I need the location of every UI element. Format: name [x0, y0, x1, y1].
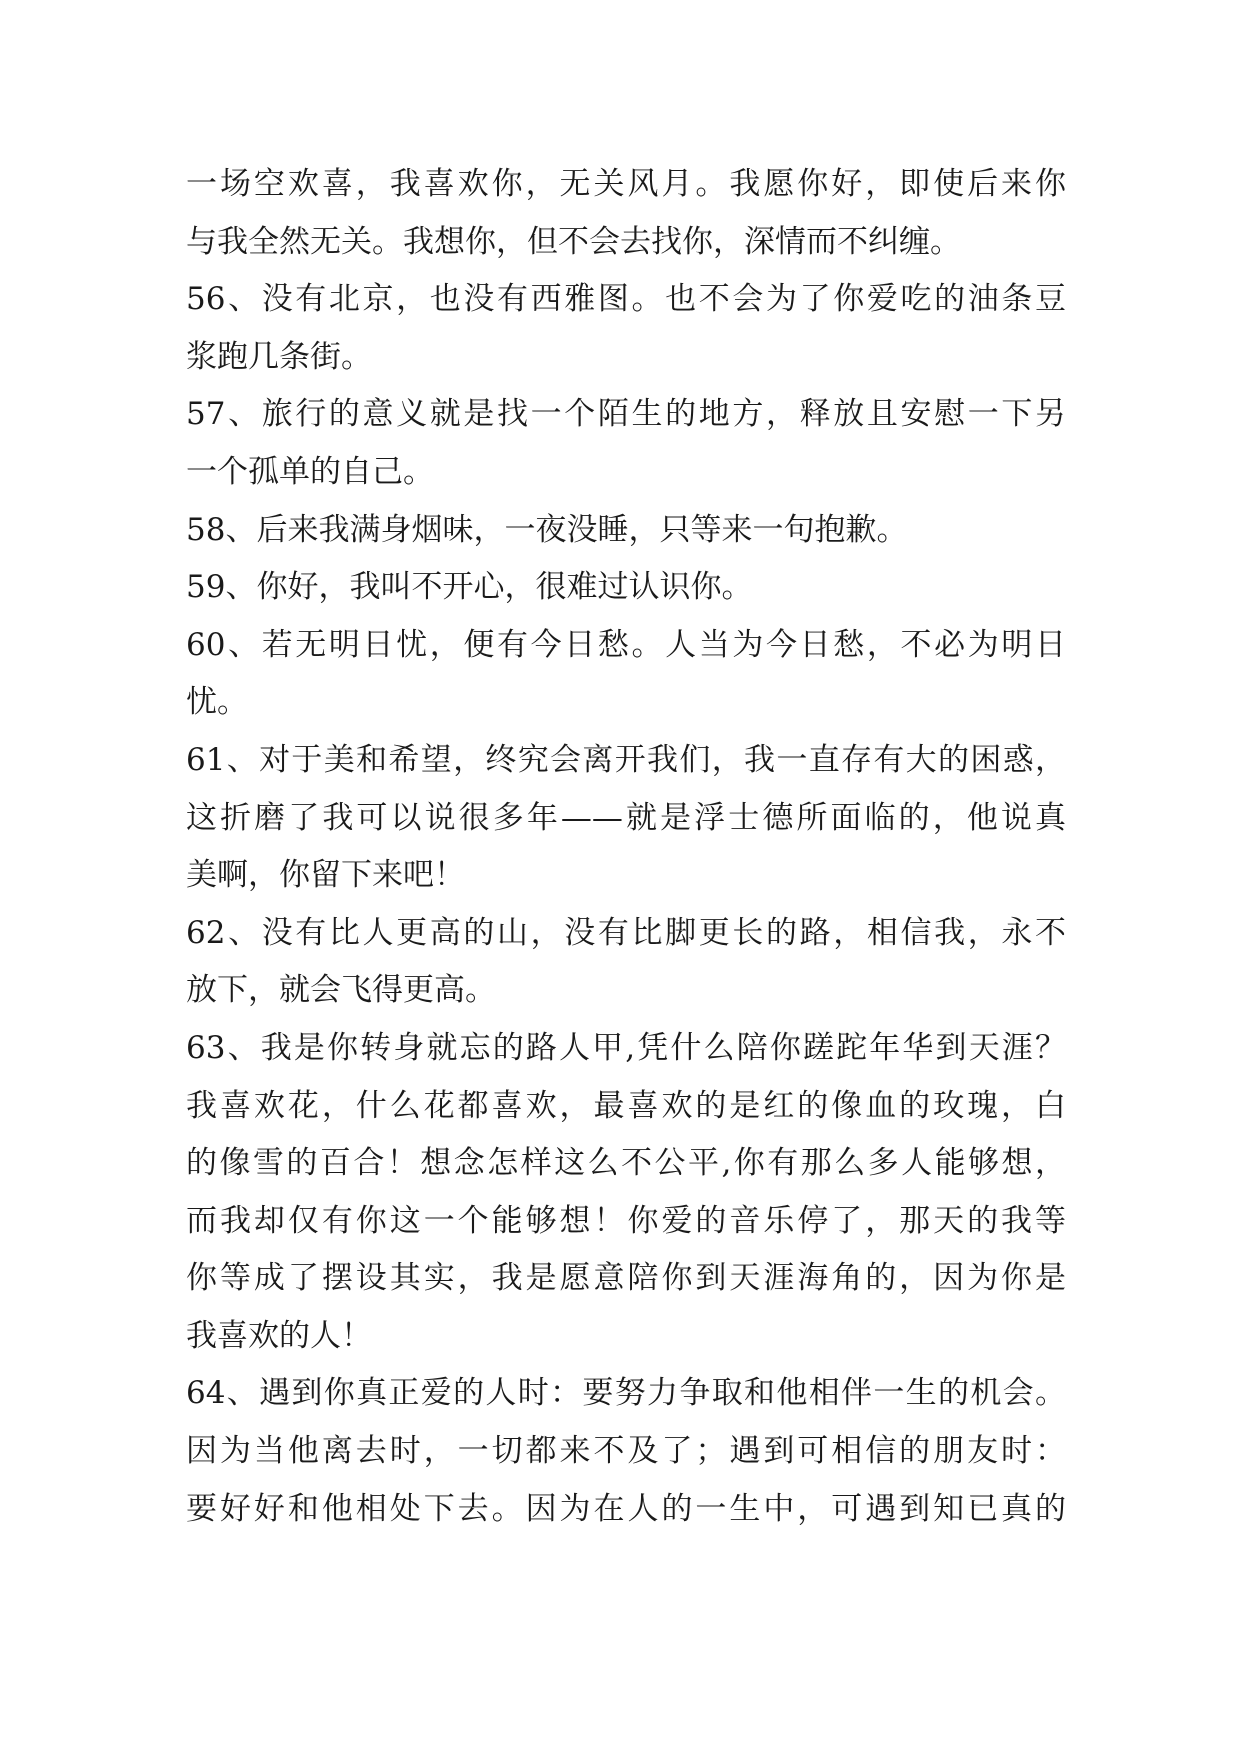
text-line: 61、对于美和希望，终究会离开我们，我一直存有大的困惑， [186, 741, 1066, 778]
text-line: 而我却仅有你这一个能够想！你爱的音乐停了，那天的我等 [186, 1202, 1066, 1239]
text-line: 57、旅行的意义就是找一个陌生的地方，释放且安慰一下另 [186, 396, 1066, 433]
text-line: 的像雪的百合！想念怎样这么不公平,你有那么多人能够想， [186, 1145, 1066, 1182]
text-line: 59、你好，我叫不开心，很难过认识你。 [186, 569, 753, 606]
text-line: 60、若无明日忧，便有今日愁。人当为今日愁，不必为明日 [186, 626, 1066, 663]
text-line: 63、我是你转身就忘的路人甲,凭什么陪你蹉跎年华到天涯？ [186, 1029, 1066, 1066]
text-line: 美啊，你留下来吧！ [186, 857, 465, 894]
text-line: 一场空欢喜，我喜欢你，无关风月。我愿你好，即使后来你 [186, 166, 1066, 202]
text-line: 你等成了摆设其实，我是愿意陪你到天涯海角的，因为你是 [186, 1260, 1066, 1297]
text-line: 与我全然无关。我想你，但不会去找你，深情而不纠缠。 [186, 223, 961, 260]
text-line: 64、遇到你真正爱的人时：要努力争取和他相伴一生的机会。 [186, 1375, 1066, 1412]
text-line: 58、后来我满身烟味，一夜没睡，只等来一句抱歉。 [186, 511, 908, 548]
text-line: 浆跑几条街。 [186, 338, 372, 375]
text-line: 56、没有北京，也没有西雅图。也不会为了你爱吃的油条豆 [186, 281, 1066, 318]
text-line: 我喜欢花，什么花都喜欢，最喜欢的是红的像血的玫瑰，白 [186, 1087, 1066, 1124]
text-line: 62、没有比人更高的山，没有比脚更长的路，相信我，永不 [186, 914, 1066, 951]
document-body [186, 156, 1066, 1538]
text-line: 我喜欢的人！ [186, 1317, 372, 1354]
text-line: 忧。 [186, 684, 248, 721]
text-line: 因为当他离去时，一切都来不及了；遇到可相信的朋友时： [186, 1433, 1066, 1470]
text-line: 这折磨了我可以说很多年——就是浮士德所面临的，他说真 [186, 799, 1066, 836]
text-line: 一个孤单的自己。 [186, 453, 434, 490]
text-line: 放下，就会飞得更高。 [186, 972, 496, 1009]
text-line: 要好好和他相处下去。因为在人的一生中，可遇到知已真的 [186, 1490, 1066, 1527]
